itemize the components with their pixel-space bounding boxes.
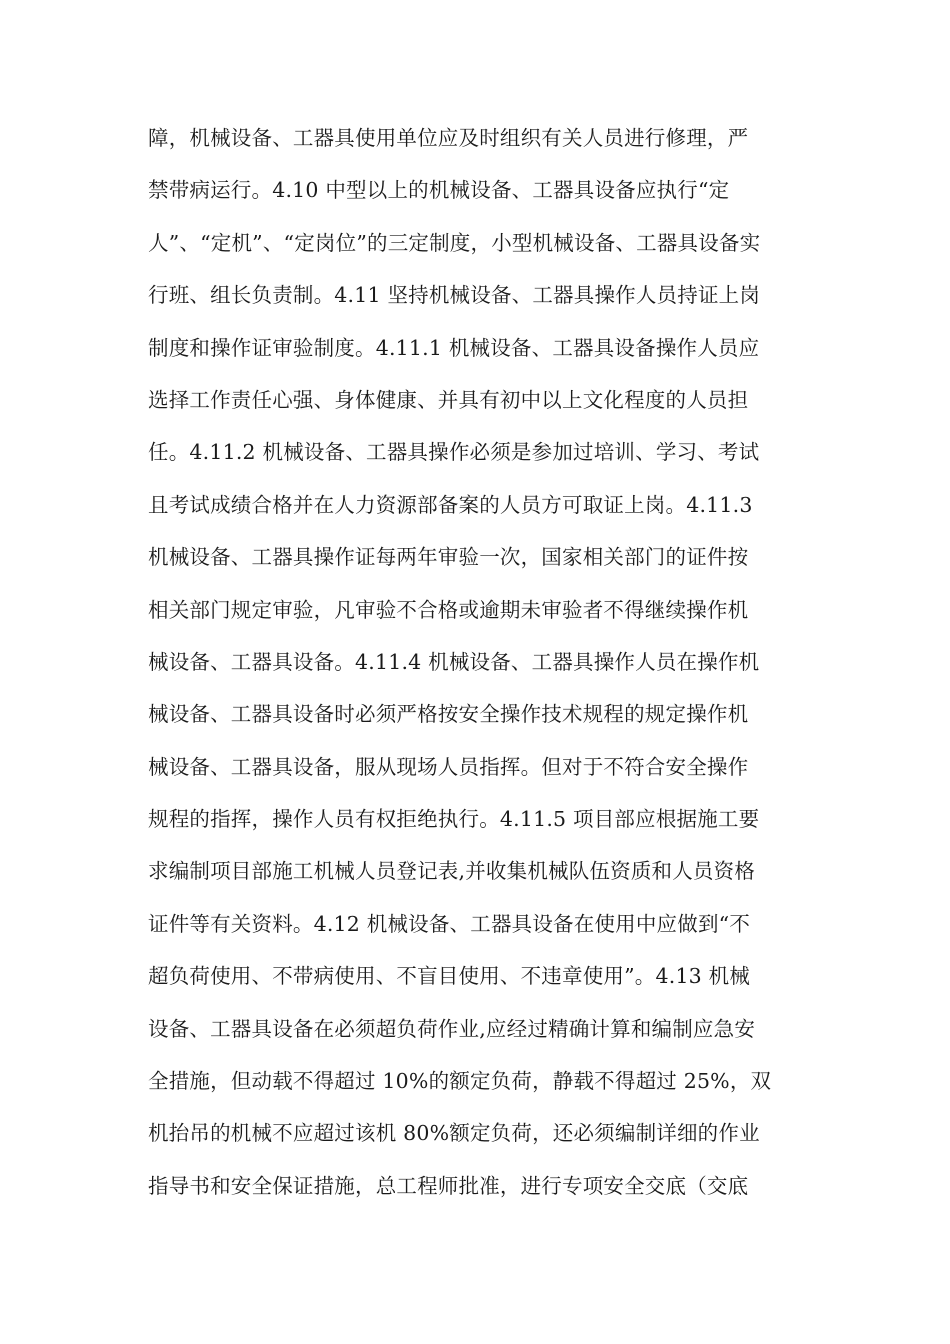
body-text bbox=[148, 112, 808, 1212]
text-line: 机抬吊的机械不应超过该机 80%额定负荷，还必须编制详细的作业 bbox=[148, 1121, 760, 1146]
text-line: 证件等有关资料。4.12 机械设备、工器具设备在使用中应做到“不 bbox=[148, 911, 751, 936]
text-line: 械设备、工器具设备，服从现场人员指挥。但对于不符合安全操作 bbox=[148, 754, 749, 779]
text-line: 制度和操作证审验制度。4.11.1 机械设备、工器具设备操作人员应 bbox=[148, 335, 760, 360]
text-line: 机械设备、工器具操作证每两年审验一次，国家相关部门的证件按 bbox=[148, 545, 749, 570]
text-line: 设备、工器具设备在必须超负荷作业,应经过精确计算和编制应急安 bbox=[148, 1016, 756, 1041]
text-line: 行班、组长负责制。4.11 坚持机械设备、工器具操作人员持证上岗 bbox=[148, 283, 761, 308]
text-line: 指导书和安全保证措施，总工程师批准，进行专项安全交底（交底 bbox=[148, 1173, 749, 1198]
text-line: 全措施，但动载不得超过 10%的额定负荷，静载不得超过 25%，双 bbox=[148, 1069, 772, 1094]
text-line: 械设备、工器具设备时必须严格按安全操作技术规程的规定操作机 bbox=[148, 702, 749, 727]
text-line: 相关部门规定审验，凡审验不合格或逾期未审验者不得继续操作机 bbox=[148, 597, 749, 622]
text-line: 人”、“定机”、“定岗位”的三定制度，小型机械设备、工器具设备实 bbox=[148, 230, 761, 255]
text-line: 禁带病运行。4.10 中型以上的机械设备、工器具设备应执行“定 bbox=[148, 178, 730, 203]
text-line: 任。4.11.2 机械设备、工器具操作必须是参加过培训、学习、考试 bbox=[148, 440, 760, 465]
text-line: 障，机械设备、工器具使用单位应及时组织有关人员进行修理，严 bbox=[148, 126, 749, 150]
text-line: 且考试成绩合格并在人力资源部备案的人员方可取证上岗。4.11.3 bbox=[148, 492, 753, 517]
text-line: 选择工作责任心强、身体健康、并具有初中以上文化程度的人员担 bbox=[148, 387, 749, 412]
text-line: 超负荷使用、不带病使用、不盲目使用、不违章使用”。4.13 机械 bbox=[148, 964, 751, 989]
text-line: 求编制项目部施工机械人员登记表,并收集机械队伍资质和人员资格 bbox=[148, 859, 756, 884]
text-line: 械设备、工器具设备。4.11.4 机械设备、工器具操作人员在操作机 bbox=[148, 649, 760, 674]
text-line: 规程的指挥，操作人员有权拒绝执行。4.11.5 项目部应根据施工要 bbox=[148, 807, 760, 832]
